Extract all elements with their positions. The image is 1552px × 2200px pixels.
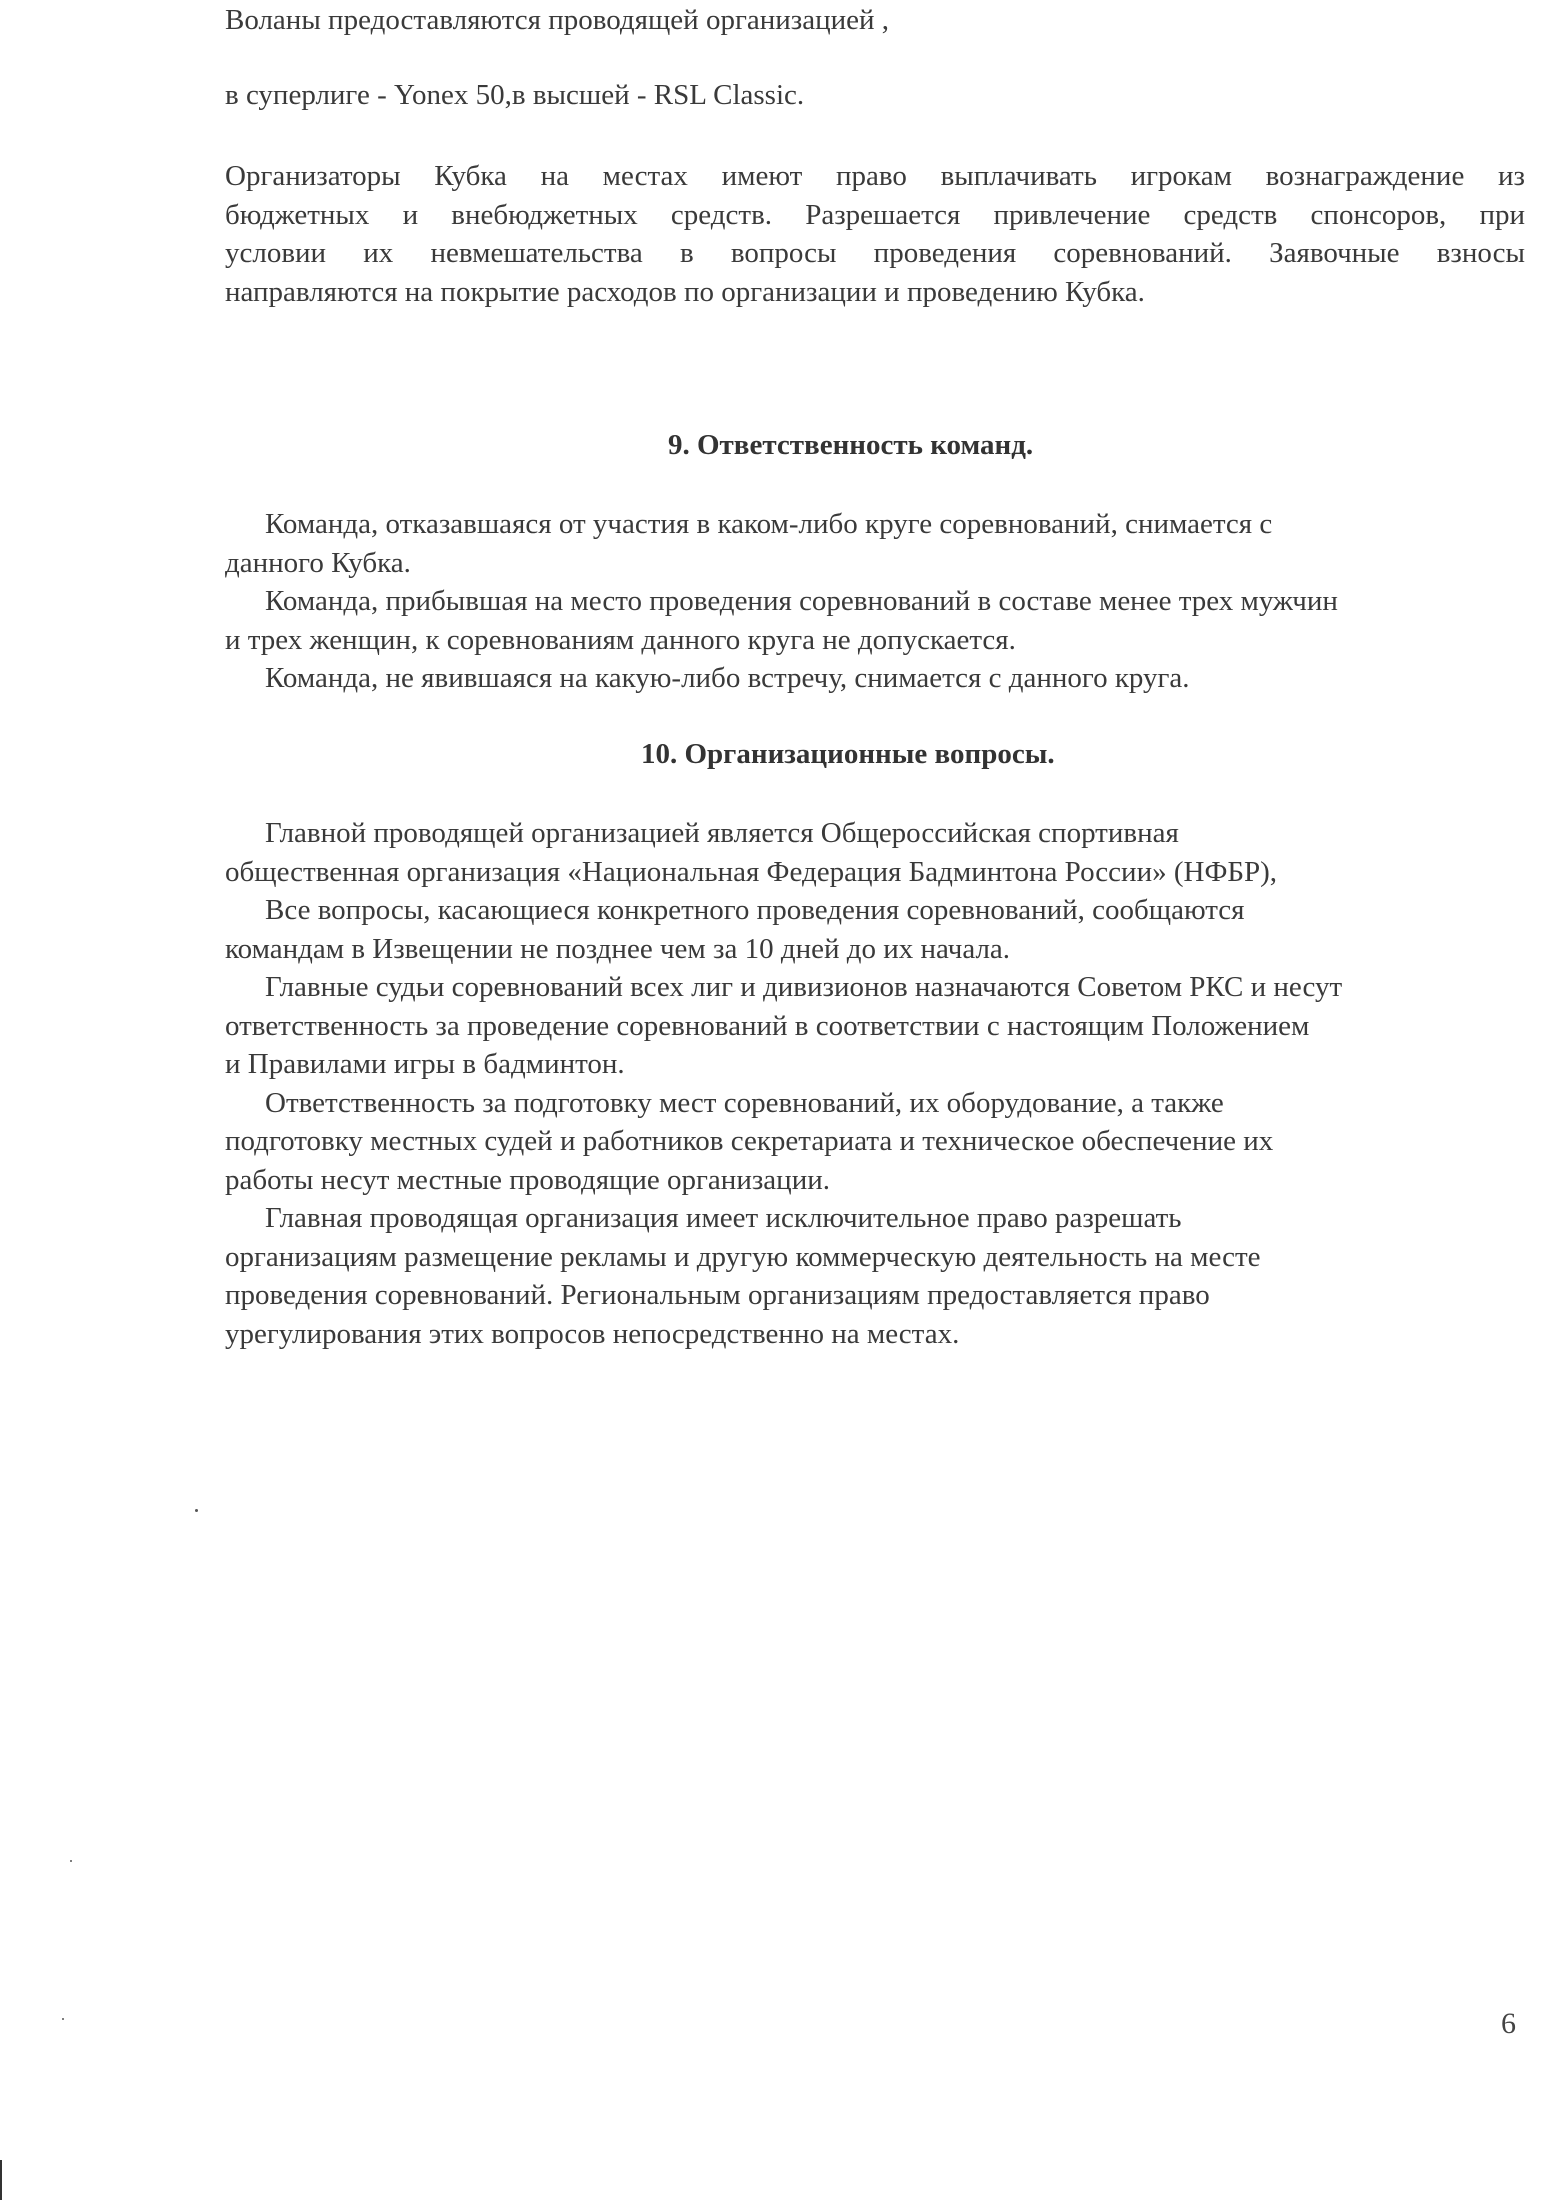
section-10-line: проведения соревнований. Региональным организациям предоставляется право (225, 1279, 1210, 1311)
scan-speck (70, 1860, 72, 1862)
section-9-line: данного Кубка. (225, 546, 411, 579)
section-10-line: Ответственность за подготовку мест соревнований, их оборудование, а также (265, 1086, 1224, 1119)
section-10-line: организациям размещение рекламы и другую коммерческую деятельность на месте (225, 1240, 1261, 1273)
intro-line-2: в суперлиге - Yonex 50,в высшей - RSL Classic. (225, 79, 805, 111)
section-10-line: работы несут местные проводящие организации. (225, 1163, 830, 1196)
section-9-line: Команда, прибывшая на место проведения соревнований в составе менее трех мужчин (265, 585, 1338, 617)
page-number: 6 (1501, 2007, 1516, 2040)
intro-para-line: условии их невмешательства в вопросы проведения соревнований. Заявочные взносы (225, 237, 1525, 269)
section-10-line: Все вопросы, касающиеся конкретного проведения соревнований, сообщаются (265, 894, 1245, 926)
intro-para-line: направляются на покрытие расходов по организации и проведению Кубка. (225, 275, 1145, 308)
intro-para-line: Организаторы Кубка на местах имеют право выплачивать игрокам вознаграждение из (225, 160, 1525, 192)
section-10-line: и Правилами игры в бадминтон. (225, 1048, 625, 1080)
section-9-title: 9. Ответственность команд. (668, 429, 1034, 461)
section-9-line: Команда, отказавшаяся от участия в каком-либо круге соревнований, снимается с (265, 508, 1273, 540)
scan-edge-mark (0, 2160, 2, 2200)
intro-paragraph (225, 157, 1525, 311)
scan-speck (62, 2018, 64, 2020)
section-10-title: 10. Организационные вопросы. (641, 738, 1055, 770)
section-9-line: и трех женщин, к соревнованиям данного круга не допускается. (225, 623, 1016, 656)
section-10-line: подготовку местных судей и работников секретариата и техническое обеспечение их (225, 1125, 1274, 1157)
intro-line-1: Воланы предоставляются проводящей организацией , (225, 4, 890, 36)
section-10-body (225, 814, 1545, 1353)
section-9-line: Команда, не явившаяся на какую-либо встречу, снимается с данного круга. (265, 662, 1190, 694)
section-10-line: ответственность за проведение соревнований в соответствии с настоящим Положением (225, 1009, 1310, 1042)
scan-speck (195, 1509, 198, 1512)
section-10-line: командам в Извещении не позднее чем за 10 дней до их начала. (225, 932, 1011, 965)
section-10-line: урегулирования этих вопросов непосредственно на местах. (225, 1317, 960, 1350)
section-9-body (225, 505, 1545, 698)
section-10-line: Главные судьи соревнований всех лиг и дивизионов назначаются Советом РКС и несут (265, 971, 1343, 1003)
section-10-line: Главная проводящая организация имеет исключительное право разрешать (265, 1202, 1182, 1234)
section-10-line: общественная организация «Национальная Федерация Бадминтона России» (НФБР), (225, 855, 1278, 888)
intro-para-line: бюджетных и внебюджетных средств. Разрешается привлечение средств спонсоров, при (225, 198, 1525, 231)
section-10-line: Главной проводящей организацией является Общероссийская спортивная (265, 817, 1179, 849)
